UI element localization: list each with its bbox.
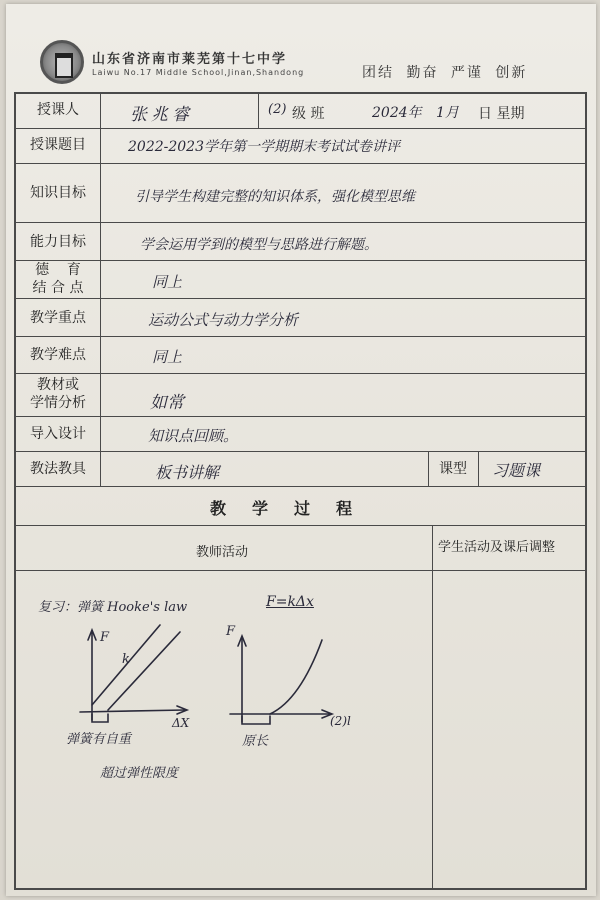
grade-number: (2) (268, 102, 287, 117)
note-formula: F=kΔx (266, 594, 314, 610)
intro-design-value: 知识点回顾。 (148, 427, 239, 445)
graph1-k-label: k (122, 652, 130, 667)
method-label: 教法教具 (30, 461, 86, 477)
graph1-offset-bracket (92, 714, 108, 722)
date-month: 1月 (436, 105, 459, 121)
graph1-x-axis (80, 710, 185, 712)
intro-design-label: 导入设计 (30, 426, 86, 442)
school-name-english: Laiwu No.17 Middle School,Jinan,Shandong (92, 68, 305, 77)
date-weekday-label: 日 星期 (478, 106, 525, 122)
teacher-activity-heading: 教师活动 (196, 545, 249, 560)
lesson-type-label: 课型 (439, 461, 467, 477)
graph1-note-self-weight: 弹簧有自重 (66, 732, 132, 747)
teacher-label: 授课人 (37, 102, 79, 118)
knowledge-goal-value: 引导学生构建完整的知识体系，强化模型思维 (135, 189, 415, 205)
note-review-hookes-law: 复习：弹簧 Hooke's law (38, 600, 188, 615)
graph2-note-original-length: 原长 (242, 734, 269, 749)
difficulty-value: 同上 (152, 348, 183, 366)
topic-value: 2022-2023学年第一学期期末考试试卷讲评 (128, 139, 400, 155)
topic-label: 授课题目 (30, 137, 86, 153)
analysis-label-line2: 学情分析 (30, 395, 86, 411)
graph2-l-label: (2)l (330, 714, 351, 728)
graph1-note-elastic-limit: 超过弹性限度 (100, 766, 179, 781)
school-name: 山东省济南市莱芜第十七中学 (92, 52, 288, 67)
process-title: 教学过程 (210, 499, 379, 518)
ability-goal-value: 学会运用学到的模型与思路进行解题。 (140, 237, 378, 253)
analysis-label-line1: 教材或 (37, 377, 79, 393)
moral-label-line2: 结 合 点 (32, 280, 84, 296)
graph2-offset-bracket (242, 716, 270, 724)
key-point-label: 教学重点 (30, 310, 86, 326)
lesson-type-value: 习题课 (492, 461, 541, 480)
teacher-name: 张兆睿 (130, 105, 193, 125)
ability-goal-label: 能力目标 (30, 234, 86, 250)
knowledge-goal-label: 知识目标 (30, 185, 86, 201)
method-value: 板书讲解 (155, 463, 220, 482)
school-motto: 团结 勤奋 严谨 创新 (362, 65, 528, 81)
graph2-f-label: F (226, 624, 236, 639)
analysis-value: 如常 (150, 393, 184, 413)
date-year: 2024年 (372, 105, 422, 121)
moral-label-line1: 德 育 (35, 262, 81, 278)
graph2-curve (270, 640, 322, 714)
moral-value: 同上 (152, 273, 183, 291)
key-point-value: 运动公式与动力学分析 (148, 311, 299, 329)
difficulty-label: 教学难点 (30, 347, 86, 363)
student-activity-heading: 学生活动及课后调整 (438, 540, 556, 555)
grade-class-label: 级 班 (292, 106, 325, 122)
graph1-f-label: F (100, 630, 110, 645)
graph1-dx-label: ΔX (172, 716, 190, 730)
